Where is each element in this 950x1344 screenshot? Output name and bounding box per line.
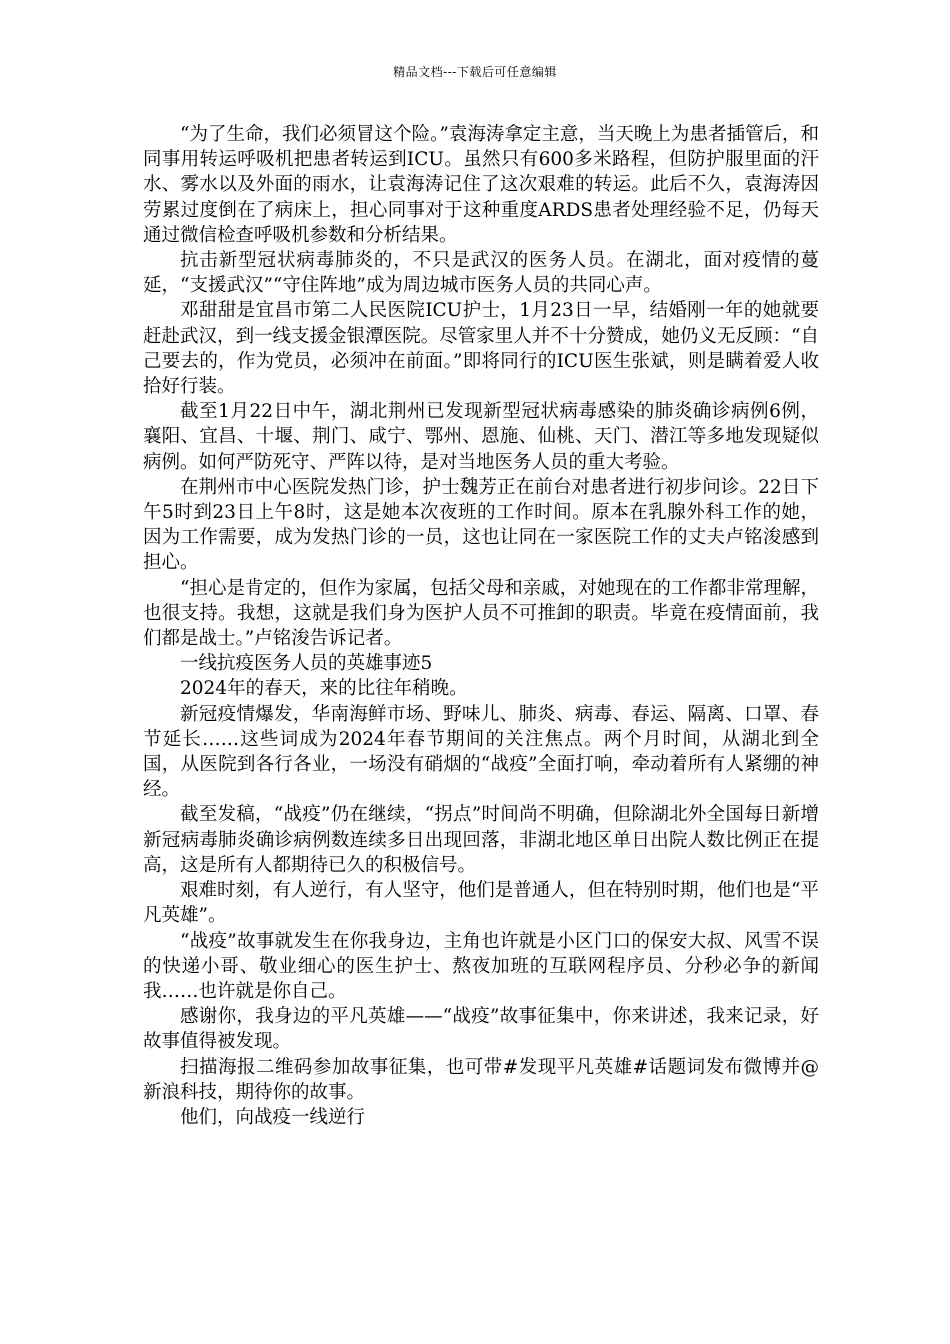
paragraph: 邓甜甜是宜昌市第二人民医院ICU护士，1月23日一早，结婚刚一年的她就要赶赴武汉，到一线支援金银潭医院。尽管家里人并不十分赞成，她仍义无反顾：“自己要去的，作为党员，必须冲在前面。”即将同行的ICU医生张斌，则是瞒着爱人收拾好行装。 [143,300,819,398]
paragraph: 扫描海报二维码参加故事征集，也可带#发现平凡英雄#话题词发布微博并@新浪科技，期待你的故事。 [143,1056,819,1103]
paragraph: “战疫”故事就发生在你我身边，主角也许就是小区门口的保安大叔、风雪不误的快递小哥、敬业细心的医生护士、熬夜加班的互联网程序员、分秒必争的新闻我……也许就是你自己。 [143,930,819,1002]
paragraph: 2024年的春天，来的比往年稍晚。 [180,678,468,700]
paragraph: 新冠疫情爆发，华南海鲜市场、野味儿、肺炎、病毒、春运、隔离、口罩、春节延长……这些词成为2024年春节期间的关注焦点。两个月时间，从湖北到全国，从医院到各行各业，一场没有硝烟的“战疫”全面打响，牵动着所有人紧绷的神经。 [143,703,819,801]
paragraph: 感谢你，我身边的平凡英雄——“战疫”故事征集中，你来讲述，我来记录，好故事值得被发现。 [143,1006,819,1053]
page-header: 精品文档---下载后可任意编辑 [393,65,557,79]
document-body [143,122,819,1130]
section-heading: 一线抗疫医务人员的英雄事迹5 [180,653,433,675]
paragraph: “为了生命，我们必须冒这个险。”袁海涛拿定主意，当天晚上为患者插管后，和同事用转运呼吸机把患者转运到ICU。虽然只有600多米路程，但防护服里面的汗水、雾水以及外面的雨水，让袁海涛记住了这次艰难的转运。此后不久，袁海涛因劳累过度倒在了病床上，担心同事对于这种重度ARDS患者处理经验不足，仍每天通过微信检查呼吸机参数和分析结果。 [143,124,819,246]
paragraph: 截至发稿，“战疫”仍在继续，“拐点”时间尚不明确，但除湖北外全国每日新增新冠病毒肺炎确诊病例数连续多日出现回落，非湖北地区单日出院人数比例正在提高，这是所有人都期待已久的积极信号。 [143,804,819,876]
paragraph: “担心是肯定的，但作为家属，包括父母和亲戚，对她现在的工作都非常理解，也很支持。我想，这就是我们身为医护人员不可推卸的职责。毕竟在疫情面前，我们都是战士。”卢铭浚告诉记者。 [143,577,819,650]
paragraph: 他们，向战疫一线逆行 [180,1106,366,1128]
paragraph: 艰难时刻，有人逆行，有人坚守，他们是普通人，但在特别时期，他们也是“平凡英雄”。 [143,880,819,927]
paragraph: 抗击新型冠状病毒肺炎的，不只是武汉的医务人员。在湖北，面对疫情的蔓延，“支援武汉”“守住阵地”成为周边城市医务人员的共同心声。 [143,250,819,297]
paragraph: 截至1月22日中午，湖北荆州已发现新型冠状病毒感染的肺炎确诊病例6例，襄阳、宜昌、十堰、荆门、咸宁、鄂州、恩施、仙桃、天门、潜江等多地发现疑似病例。如何严防死守、严阵以待，是对当地医务人员的重大考验。 [143,401,819,473]
paragraph: 在荆州市中心医院发热门诊，护士魏芳正在前台对患者进行初步问诊。22日下午5时到23日上午8时，这是她本次夜班的工作时间。原本在乳腺外科工作的她，因为工作需要，成为发热门诊的一员，这也让同在一家医院工作的丈夫卢铭浚感到担心。 [143,476,819,574]
